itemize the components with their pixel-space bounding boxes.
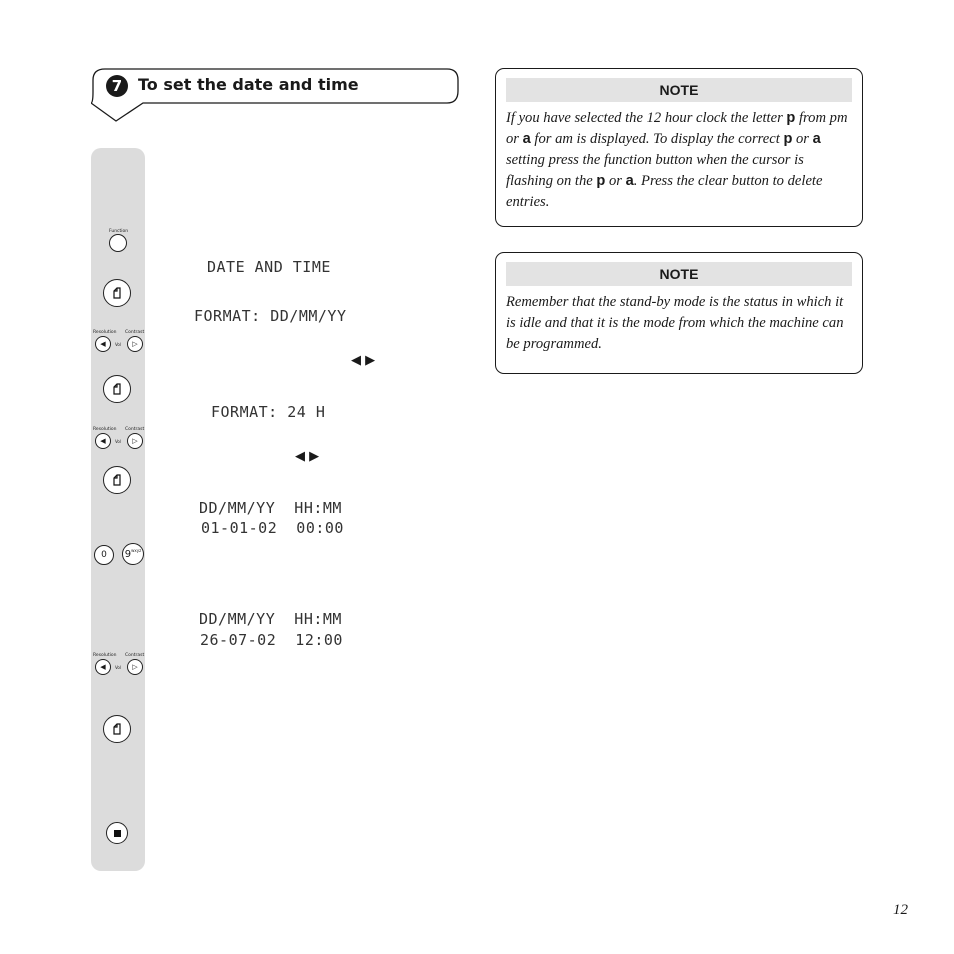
note-box — [495, 252, 863, 374]
note-text: If you have selected the 12 hour clock the letter p from pm or a for am is displayed. To display the correct p or a setting press the function button when the cursor is flashing on the p or a. Press the clear button to delete entries. — [506, 110, 848, 210]
resolution-label: Resolution — [93, 427, 117, 432]
function-label: Function — [109, 229, 129, 234]
triangle-right-icon: ▷ — [132, 437, 138, 445]
left-arrow-button[interactable] — [95, 336, 111, 352]
arrow-keys-icon: ◀ ▶ — [295, 449, 320, 464]
lcd-line: DD/MM/YY HH:MM — [199, 499, 342, 517]
page-number: 12 — [893, 902, 908, 918]
lcd-line: DD/MM/YY HH:MM — [199, 610, 342, 628]
stop-icon — [114, 830, 121, 837]
triangle-left-icon: ◀ — [100, 340, 106, 348]
lcd-line: DATE AND TIME — [207, 258, 331, 276]
triangle-right-icon: ▷ — [132, 340, 138, 348]
vol-label: Vol — [115, 665, 121, 670]
ok-button[interactable] — [103, 466, 131, 494]
lcd-line: FORMAT: DD/MM/YY — [194, 307, 347, 325]
resolution-label: Resolution — [93, 330, 117, 335]
note-box — [495, 68, 863, 227]
section-title: To set the date and time — [138, 75, 359, 94]
right-arrow-button[interactable] — [127, 433, 143, 449]
contrast-label: Contrast — [125, 330, 145, 335]
triangle-left-icon: ◀ — [100, 437, 106, 445]
right-arrow-button[interactable] — [127, 659, 143, 675]
note-heading: NOTE — [506, 262, 852, 286]
note-heading: NOTE — [506, 78, 852, 102]
copy-icon — [111, 723, 123, 735]
left-arrow-button[interactable] — [95, 659, 111, 675]
vol-label: Vol — [115, 342, 121, 347]
control-panel-strip — [91, 148, 145, 871]
step-number: 7 — [106, 75, 128, 97]
left-arrow-button[interactable] — [95, 433, 111, 449]
right-arrow-button[interactable] — [127, 336, 143, 352]
lcd-line: FORMAT: 24 H — [211, 403, 326, 421]
key-9-letters: wxyz — [131, 547, 142, 553]
copy-icon — [111, 287, 123, 299]
ok-button[interactable] — [103, 375, 131, 403]
lcd-line: 26-07-02 12:00 — [200, 631, 343, 649]
key-9[interactable]: 9 wxyz — [122, 543, 144, 565]
lcd-line: 01-01-02 00:00 — [201, 519, 344, 537]
contrast-label: Contrast — [125, 653, 145, 658]
contrast-label: Contrast — [125, 427, 145, 432]
copy-icon — [111, 383, 123, 395]
ok-button[interactable] — [103, 279, 131, 307]
copy-icon — [111, 474, 123, 486]
function-button[interactable] — [109, 234, 127, 252]
ok-button[interactable] — [103, 715, 131, 743]
key-0[interactable]: 0 — [94, 545, 114, 565]
triangle-right-icon: ▷ — [132, 663, 138, 671]
stop-button[interactable] — [106, 822, 128, 844]
vol-label: Vol — [115, 439, 121, 444]
triangle-left-icon: ◀ — [100, 663, 106, 671]
note-text: Remember that the stand-by mode is the status in which it is idle and that it is the mode from which the machine can be programmed. — [506, 294, 844, 352]
arrow-keys-icon: ◀ ▶ — [351, 353, 376, 368]
resolution-label: Resolution — [93, 653, 117, 658]
